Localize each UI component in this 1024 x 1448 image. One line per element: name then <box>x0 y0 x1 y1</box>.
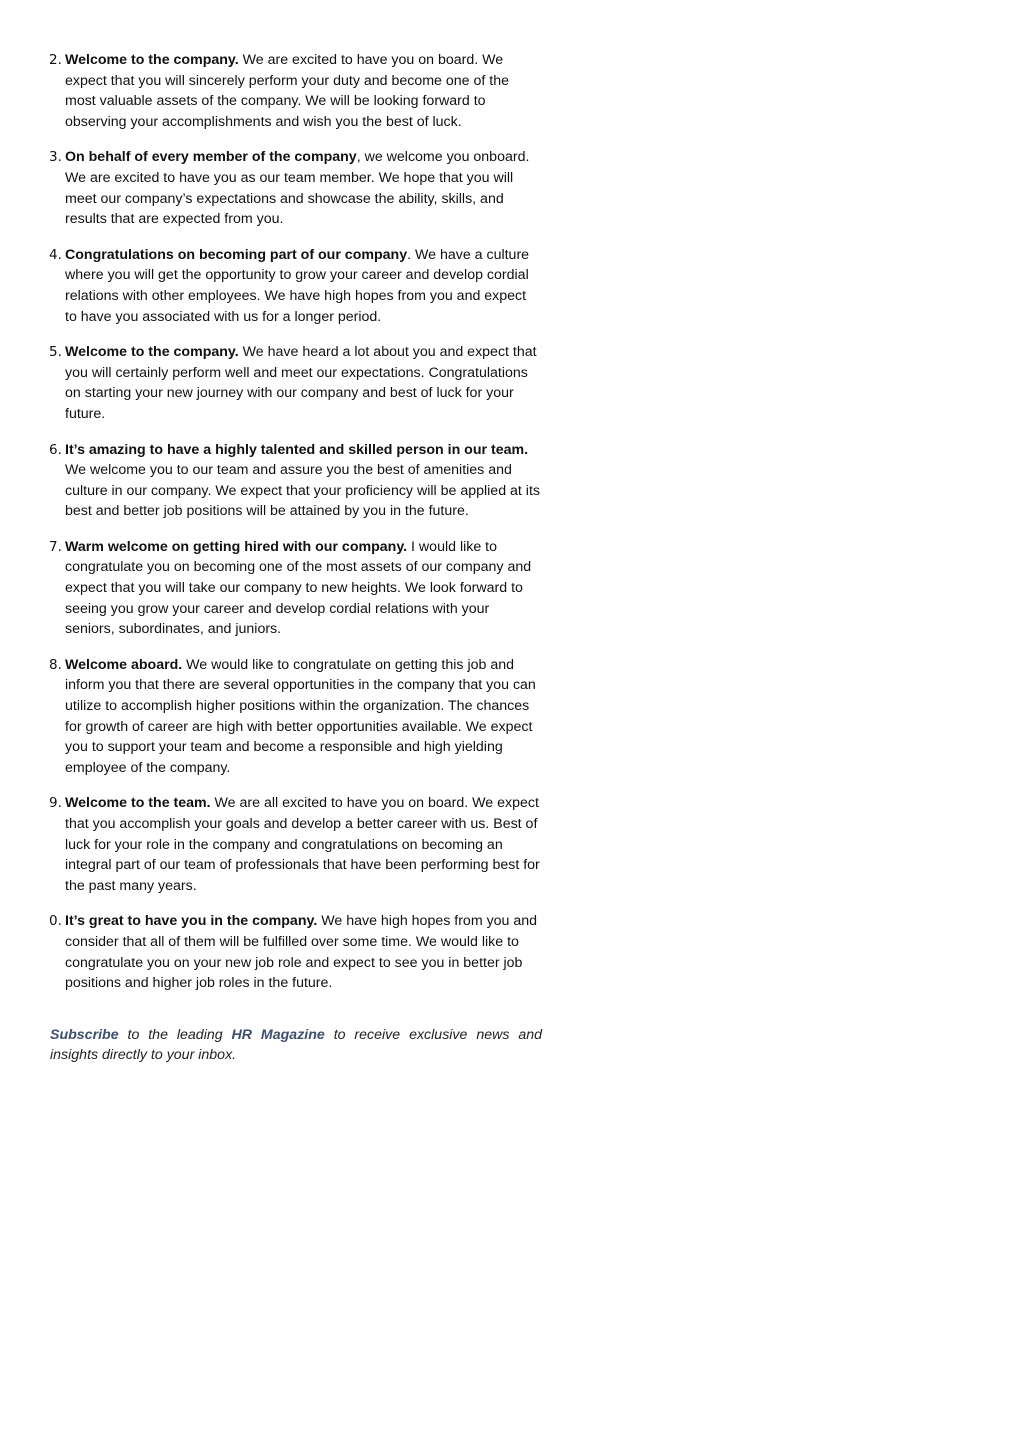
list-item-body: . We have a culture where you will get the opportunity to grow your career and develop cordial relations with other employees. We have high hopes from you and expect to have you associated with us for a longer period. <box>65 246 530 325</box>
list-item-body: , we welcome you onboard. We are excited to have you as our team member. We hope that you will meet our company’s expectations and showcase the ability, skills, and results that are expected from you. <box>65 149 530 228</box>
list-item-body: We would like to congratulate on getting this job and inform you that there are several opportunities in the company that you can utilize to accomplish higher positions within the organization. The chances for growth of career are high with better opportunities available. We expect you to support your team and become a responsible and high yielding employee of the company. <box>65 656 536 776</box>
list-item <box>0 793 541 896</box>
list-item <box>0 147 541 229</box>
welcome-messages-list <box>0 50 560 994</box>
list-item <box>0 655 541 779</box>
hr-magazine-link[interactable]: HR Magazine <box>231 1026 325 1043</box>
subscribe-text: to the leading <box>118 1026 232 1043</box>
list-item-lead: Welcome to the team. <box>65 795 211 812</box>
list-item-body: We are all excited to have you on board. We expect that you accomplish your goals and develop a better career with us. Best of luck for your role in the company and congratulations on becoming an integral part of our team of professionals that have been performing best for the past many years. <box>65 795 540 894</box>
list-item <box>0 342 541 424</box>
list-item-lead: Congratulations on becoming part of our company <box>65 246 408 263</box>
list-item-lead: It’s great to have you in the company. <box>65 913 318 930</box>
list-item-number: 5. <box>49 344 62 361</box>
list-item-number: 2. <box>49 52 62 68</box>
subscribe-note <box>50 1025 542 1066</box>
list-item-lead: Warm welcome on getting hired with our company. <box>65 538 408 555</box>
list-item-number: 8. <box>49 656 62 673</box>
list-item <box>0 911 541 993</box>
list-item-lead: Welcome to the company. <box>65 52 239 68</box>
list-item <box>0 50 541 132</box>
list-item-lead: On behalf of every member of the company <box>65 149 357 166</box>
list-item-lead: Welcome aboard. <box>65 656 183 673</box>
list-item-number: 3. <box>49 149 62 166</box>
list-item-body: We welcome you to our team and assure you the best of amenities and culture in our company. We expect that your proficiency will be applied at its best and better job positions will be attained by you in the future. <box>65 462 540 520</box>
list-item <box>0 245 541 327</box>
list-item <box>0 537 541 640</box>
list-item-number: 4. <box>49 246 62 263</box>
list-item-body: We have high hopes from you and consider that all of them will be fulfilled over some time. We would like to congratulate you on your new job role and expect to see you in better job positions and higher job roles in the future. <box>65 913 538 992</box>
list-item-body: We have heard a lot about you and expect that you will certainly perform well and meet our expectations. Congratulations on starting your new journey with our company and best of luck for your future. <box>65 344 537 422</box>
subscribe-link[interactable]: Subscribe <box>50 1026 119 1043</box>
list-item <box>0 440 541 522</box>
list-item-number: 6. <box>49 441 62 458</box>
subscribe-text-end: to receive exclusive news and insights directly to your inbox. <box>50 1026 543 1064</box>
list-item-body: I would like to congratulate you on becoming one of the most assets of our company and expect that you will take our company to new heights. We look forward to seeing you grow your career and develop cordial relations with your seniors, subordinates, and juniors. <box>65 538 532 638</box>
list-item-body: We are excited to have you on board. We expect that you will sincerely perform your duty and become one of the most valuable assets of the company. We will be looking forward to observing your accomplishments and wish you the best of luck. <box>65 52 509 130</box>
list-item-lead: Welcome to the company. <box>65 344 239 361</box>
list-item-number: 9. <box>49 795 62 812</box>
list-item-number: 7. <box>49 538 62 555</box>
list-item-lead: It’s amazing to have a highly talented and skilled person in our team. <box>65 441 529 458</box>
list-item-number: 0. <box>49 913 62 930</box>
document-page <box>0 50 1024 1066</box>
